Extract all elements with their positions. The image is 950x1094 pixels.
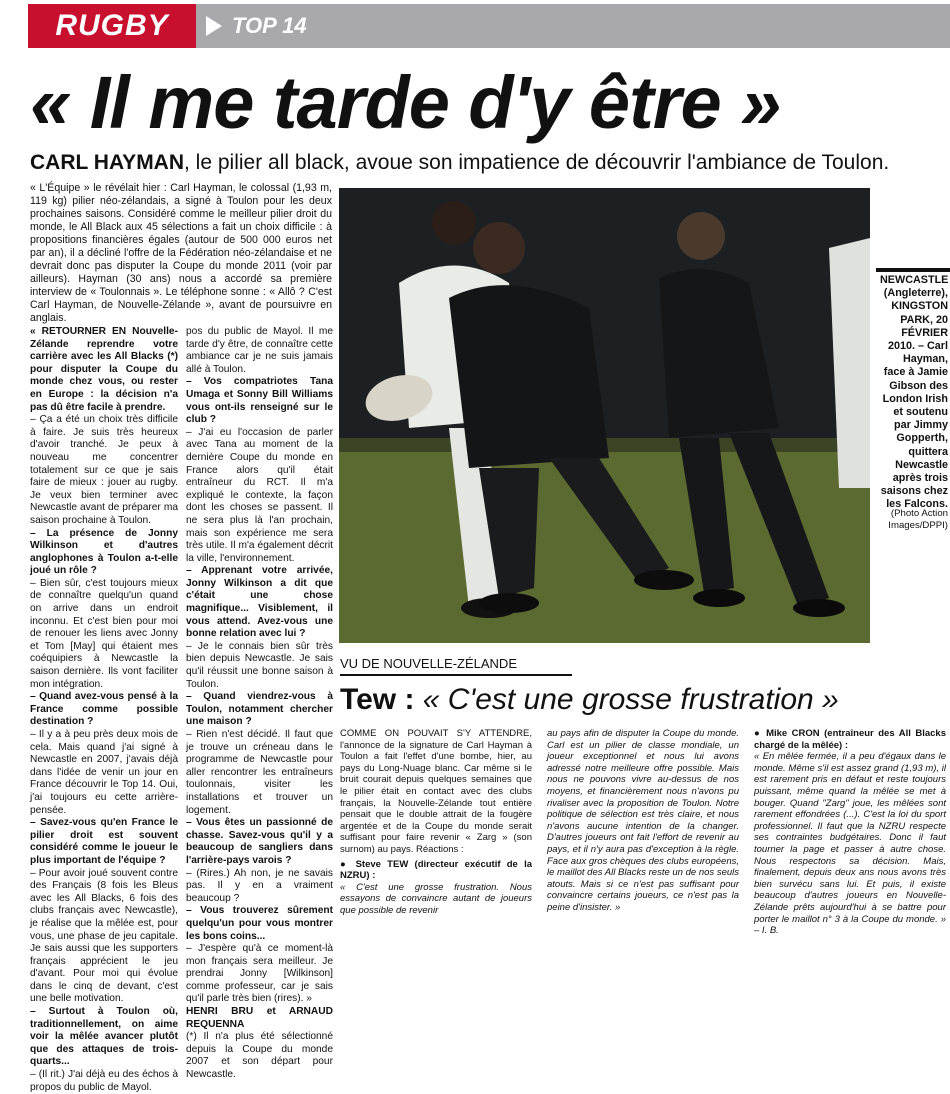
interview-paragraph: – Ça a été un choix très difficile à faire. Je suis très heureux d'avoir tranché. Je peux à nouveau me concentrer totalement sur ce que je sais faire de mieux : jouer au rugby. Je veux bien terminer avec Newcastle avant de préparer ma saison prochaine à Toulon. [30,414,178,526]
sidebar-col1-signature: ● Steve TEW (directeur exécutif de la NZRU) : [340,858,532,882]
interview-paragraph: – Bien sûr, c'est toujours mieux de connaître quelqu'un quand on arrive dans un endroit inconnu. Et c'est bien pour moi de renouer les liens avec Jonny et Tom [May] qui étaient mes coéquipiers à Newcastle la saison dernière. Ils vont faciliter mon intégration. [30,577,178,690]
interview-paragraph: – Vous trouverez sûrement quelqu'un pour vous montrer les bons coins... [186,905,333,942]
subtitle-name: CARL HAYMAN [30,151,185,174]
sidebar-title-quote: « C'est une grosse frustration » [414,683,839,716]
sidebar-column-1 [340,728,532,916]
sidebar-title-name: Tew : [340,683,415,716]
sidebar-kicker-rule [340,674,572,676]
caption-rule [876,268,950,272]
sidebar-col3-quote: « En mêlée fermée, il a peu d'égaux dans le monde. Même s'il est assez grand (1,93 m), il est rarement pris en défaut et reste toujours puissant, même quand la mêlée se met à bouger. Quand "Zarg" joue, les mêlées sont rarement effondrées (...). C'est la loi du sport professionnel. Il faut que la NZRU respecte ses contraintes budgétaires. Donc il faut tourner la page et passer à autre chose. Nous respectons sa décision. Mais, finalement, depuis deux ans nous avons très bien survécu sans lui. Et puis, il existe beaucoup d'autres joueurs en Nouvelle-Zélande prêts aujourd'hui à se battre pour porter le maillot n° 3 à la Coupe du monde. » – I. B. [754,751,946,937]
interview-paragraph: – (Rires.) Ah non, je ne savais pas. Il y en a vraiment beaucoup ? [186,867,333,904]
intro-paragraph: « L'Équipe » le révélait hier : Carl Hayman, le colossal (1,93 m, 119 kg) pilier néo-zélandais, a signé à Toulon pour les deux prochaines saisons. Considéré comme le meilleur pilier droit du monde, le All Black aux 45 sélections a fait un choix difficile : à propositions financières égales (autour de 500 000 euros net par an), il a décliné l'offre de la Fédération néo-zélandaise et ne devrait donc pas disputer la Coupe du monde 2011 (voir par ailleurs). Hayman (30 ans) nous a accordé sa première interview de « Toulonnais ». Le téléphone sonne : « Allô ? C'est Carl Hayman, de Nouvelle-Zélande », avant de poursuivre en anglais. [30,182,332,324]
interview-paragraph: – Je le connais bien sûr très bien depuis Newcastle. Je sais qu'il réussit une bonne saison à Toulon. [186,640,333,690]
interview-paragraph: – Il y a à peu près deux mois de cela. Mais quand j'ai signé à Newcastle en 2007, j'avais déjà dans l'idée de venir un jour en France découvrir le Top 14. Oui, j'ai toujours eu cette arrière-pensée. [30,729,178,816]
subtitle [30,150,940,176]
interview-paragraph: HENRI BRU et ARNAUD REQUENNA [186,1006,333,1030]
sidebar-col1-text: COMME ON POUVAIT S'Y ATTENDRE, l'annonce de la signature de Carl Hayman à Toulon a fait l'effet d'une bombe, hier, au pays du Long-Nuage blanc. Car même si le bruit courait depuis quelques semaines que le pilier était en contact avec des clubs français, la Nouvelle-Zélande tout entière pensait que le double attrait de la fougère argentée et de la Coupe du monde serait suffisant pour faire revenir « Zarg » (son surnom) au pays. Réactions : [340,728,532,855]
interview-paragraph: – J'ai eu l'occasion de parler avec Tana au moment de la dernière Coupe du monde en France alors qu'il était entraîneur du RCT. Il m'a expliqué le contexte, la façon dont les choses se passent. Il ne sera plus là l'an prochain, mais son expérience me sera très utile. Il m'a également décrit la ville, l'environnement. [186,426,333,564]
headline: « Il me tarde d'y être » [30,61,781,144]
arrow-right-icon [206,16,222,36]
sidebar-title [340,680,940,720]
sidebar-column-2: au pays afin de disputer la Coupe du monde. Carl est un pilier de classe mondiale, un joueur exceptionnel et nous lui avons adressé notre meilleure offre possible. Mais nous ne pouvons vivre au-dessus de nos moyens, et financièrement nous n'avons pu rivaliser avec la proposition de Toulon. Notre politique de sélection est très claire, et nous n'avons aucune intention de la changer. D'autres joueurs ont fait l'effort de revenir au pays, et il n'y aura pas d'exception à la règle. Face aux gros chèques des clubs européens, le maillot des All Blacks reste un de nos seuls atouts. Mais si ce n'est pas suffisant pour convaincre certains joueurs, ce n'est pas la peine d'insister. » [547,728,739,913]
sidebar-column-3 [754,728,946,937]
section-header-bar [28,4,950,48]
sidebar-kicker: VU DE NOUVELLE-ZÉLANDE [340,656,517,671]
subtitle-rest: , le pilier all black, avoue son impatience de découvrir l'ambiance de Toulon. [184,151,890,174]
interview-column-1 [30,326,178,1093]
interview-paragraph: – Vos compatriotes Tana Umaga et Sonny Bill Williams vous ont-ils renseigné sur le club ? [186,376,333,426]
photo-credit: (Photo Action Images/DPPI) [888,508,948,531]
photo-illustration [339,188,870,643]
interview-paragraph: – Vous êtes un passionné de chasse. Savez-vous qu'il y a beaucoup de sangliers dans l'arrière-pays varois ? [186,817,333,866]
interview-paragraph: – Rien n'est décidé. Il faut que je trouve un créneau dans le programme de Newcastle pour aller rencontrer les entraîneurs toulonnais, visiter les installations et trouver un logement. [186,729,333,816]
interview-paragraph: – J'espère qu'à ce moment-là mon français sera meilleur. Je prendrai Jonny [Wilkinson] comme professeur, car je sais qu'il parle très bien (rires). » [186,943,333,1005]
interview-paragraph: – Pour avoir joué souvent contre des Français (8 fois les Bleus avec les All Blacks, 6 fois des clubs français avec Newcastle), je réalise que la mêlée est, pour vous, une phase de jeu capitale. Je sais aussi que les supporters français apprécient le jeu d'avant. Pour moi qui évolue dans le cinq de devant, c'est une belle motivation. [30,867,178,1005]
photo-caption: NEWCASTLE (Angleterre), KINGSTON PARK, 20 FÉVRIER 2010. – Carl Hayman, face à Jamie Gibson des London Irish et soutenu par Jimmy Gopperth, quittera Newcastle après trois saisons chez les Falcons. [880,274,949,511]
sidebar-col3-signature: ● Mike CRON (entraîneur des All Blacks chargé de la mêlée) : [754,728,946,751]
interview-paragraph: – (Il rit.) J'ai déjà eu des échos à propos du public de Mayol. [30,1069,178,1093]
interview-paragraph: « RETOURNER EN Nouvelle-Zélande reprendre votre carrière avec les All Blacks (*) pour disputer la Coupe du monde chez vous, ou rester en Europe : la décision n'a pas dû être facile à prendre. [30,326,178,413]
interview-paragraph: – Apprenant votre arrivée, Jonny Wilkinson a dit que c'était une chose magnifique... Visiblement, il vous attend. Avez-vous une bonne relation avec lui ? [186,565,333,640]
section-label: RUGBY [28,4,196,48]
sidebar-col1-quote: « C'est une grosse frustration. Nous essayons de convaincre autant de joueurs que possible de revenir [340,881,532,916]
interview-paragraph: – La présence de Jonny Wilkinson et d'autres anglophones à Toulon a-t-elle joué un rôle ? [30,527,178,577]
interview-column-2 [186,326,333,1081]
interview-paragraph: – Quand avez-vous pensé à la France comme possible destination ? [30,691,178,728]
interview-paragraph: – Quand viendrez-vous à Toulon, notamment chercher une maison ? [186,691,333,728]
subsection-label: TOP 14 [232,13,307,38]
interview-paragraph: (*) Il n'a plus été sélectionné depuis la Coupe du monde 2007 et son départ pour Newcastle. [186,1031,333,1081]
interview-paragraph: – Savez-vous qu'en France le pilier droit est souvent considéré comme le joueur le plus important de l'équipe ? [30,817,178,866]
interview-paragraph: – Surtout à Toulon où, traditionnellement, on aime voir la mêlée avancer plutôt que des attaques de trois-quarts... [30,1006,178,1068]
match-photo [339,188,870,643]
interview-paragraph: pos du public de Mayol. Il me tarde d'y être, de connaître cette ambiance car je ne suis jamais allé à Toulon. [186,326,333,375]
